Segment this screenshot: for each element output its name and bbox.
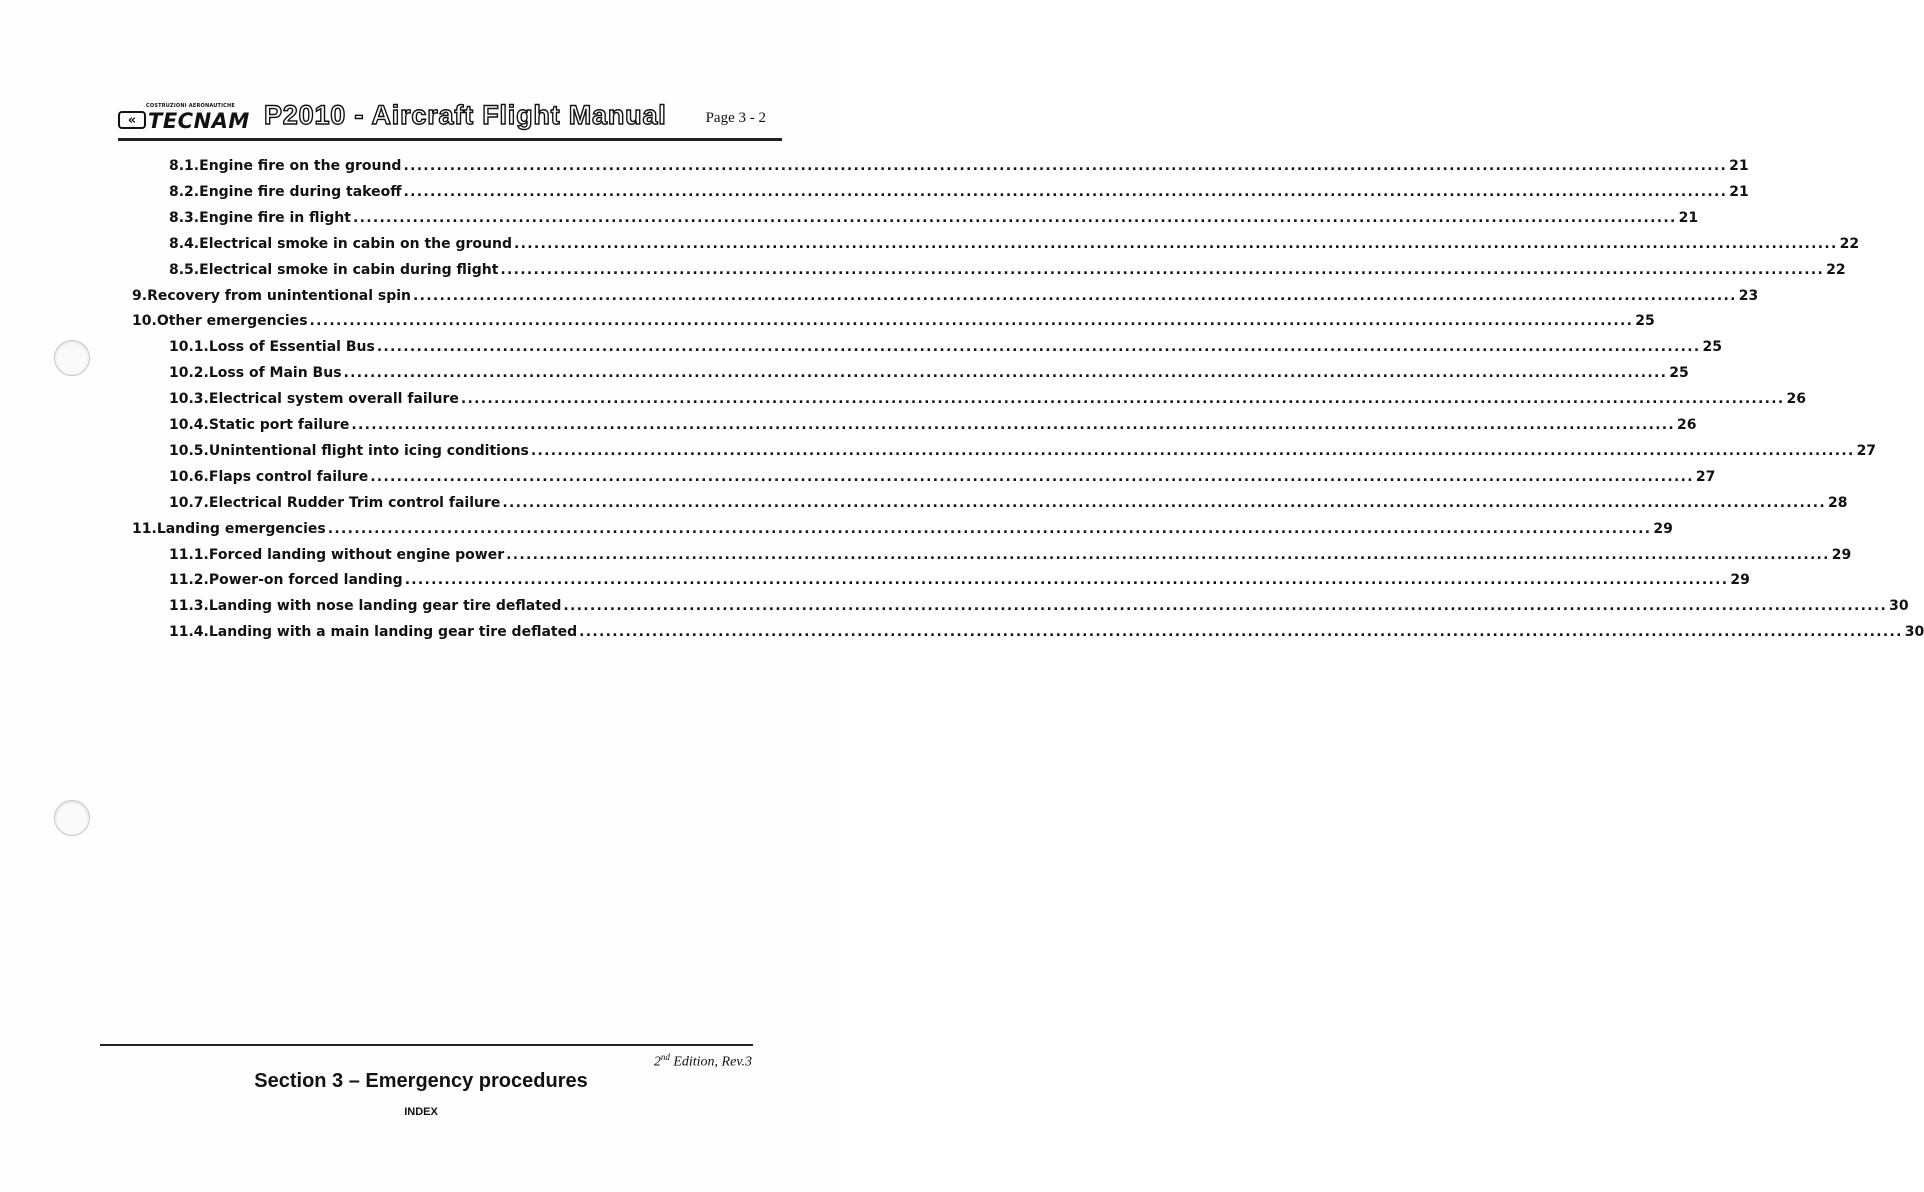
toc-entry-page: 21 [1729,183,1749,200]
toc-entry[interactable] [169,468,1716,489]
toc-entry-number: 8.3. [169,209,200,226]
index-label: INDEX [404,1106,438,1118]
toc-entry-page: 27 [1695,468,1716,485]
toc-entry-number: 8.4. [169,235,200,252]
toc-entry-page: 26 [1786,391,1807,408]
logo-subtitle: COSTRUZIONI AERONAUTICHE [146,103,236,109]
toc-leader-dots: ........................................................................................................................................................................................................ [370,468,1694,485]
toc-entry-title: Forced landing without engine power [208,546,505,563]
toc-entry-title: Electrical smoke in cabin on the ground [199,235,512,252]
toc-entry-title: Power-on forced landing [208,572,403,589]
toc-entry[interactable] [169,158,1749,178]
toc-entry[interactable] [169,183,1749,204]
toc-leader-dots: ........................................................................................................................................................................................................ [563,598,1888,615]
toc-entry-number: 8.2. [169,183,200,200]
logo-text: TECNAM [148,109,250,133]
toc-entry[interactable] [132,313,1655,333]
toc-leader-dots: ........................................................................................................................................................................................................ [404,572,1729,589]
toc-entry-number: 10.5. [169,442,209,459]
toc-leader-dots: ........................................................................................................................................................................................................ [500,261,1825,278]
toc-entry-page: 22 [1839,235,1860,252]
toc-entry[interactable] [169,572,1750,592]
toc-entry[interactable] [169,624,1924,644]
toc-entry-page: 28 [1828,494,1848,511]
toc-entry-page: 25 [1635,313,1655,330]
toc-entry-page: 23 [1738,287,1759,304]
toc-entry-number: 10.2. [169,365,209,382]
toc-entry-title: Loss of Essential Bus [208,339,375,356]
toc-entry-number: 8.1. [169,158,200,174]
toc-entry-page: 22 [1826,261,1846,278]
toc-entry[interactable] [169,598,1909,618]
toc-entry-number: 8.5. [169,261,200,278]
toc-entry-page: 25 [1702,339,1722,356]
toc-leader-dots: ........................................................................................................................................................................................................ [502,494,1827,511]
toc-entry-page: 27 [1856,442,1877,459]
toc-leader-dots: ........................................................................................................................................................................................................ [579,624,1903,641]
toc-entry[interactable] [169,209,1699,230]
toc-leader-dots: ........................................................................................................................................................................................................ [506,546,1830,563]
toc-entry[interactable] [132,287,1759,308]
toc-entry-title: Landing with a main landing gear tire deflated [208,624,578,641]
punch-hole-top [54,340,90,376]
toc-entry-title: Electrical smoke in cabin during flight [199,261,499,278]
toc-leader-dots: ........................................................................................................................................................................................................ [403,183,1728,200]
toc-entry-title: Static port failure [208,417,350,433]
toc-entry-page: 29 [1730,572,1750,589]
toc-entry-number: 11. [132,520,157,537]
toc-leader-dots: ........................................................................................................................................................................................................ [327,520,1652,537]
toc-leader-dots: ........................................................................................................................................................................................................ [413,287,1737,304]
document-title: P2010 - Aircraft Flight Manual [264,100,667,130]
toc-entry-title: Engine fire during takeoff [199,183,402,200]
toc-entry[interactable] [169,235,1860,256]
toc-leader-dots: ........................................................................................................................................................................................................ [460,391,1785,408]
toc-entry-number: 10.7. [169,494,209,511]
footer-divider [100,1044,753,1046]
toc-entry-number: 11.4. [169,624,209,641]
toc-entry[interactable] [169,391,1807,411]
toc-entry-page: 29 [1653,520,1673,537]
toc-entry-title: Loss of Main Bus [208,365,342,382]
toc-entry-number: 10. [132,313,157,330]
section-title: Section 3 – Emergency procedures [254,1070,588,1092]
toc-entry-title: Landing with nose landing gear tire deflated [208,598,562,615]
toc-leader-dots: ........................................................................................................................................................................................................ [403,158,1728,174]
toc-entry-title: Other emergencies [156,313,308,330]
edition-rest: Edition, Rev.3 [669,1054,752,1070]
toc-entry-number: 11.3. [169,598,209,615]
toc-leader-dots: ........................................................................................................................................................................................................ [309,313,1634,330]
toc-entry[interactable] [169,546,1852,567]
toc-entry-title: Recovery from unintentional spin [147,287,412,304]
toc-entry-number: 11.1. [169,546,209,563]
toc-entry-title: Electrical Rudder Trim control failure [208,494,501,511]
logo-mark-icon: « [118,111,146,129]
toc-entry-title: Engine fire in flight [199,209,351,226]
toc-entry-number: 10.3. [169,391,209,408]
edition-suffix: nd [660,1052,670,1062]
edition-number: 2 [653,1054,661,1070]
toc-entry[interactable] [169,365,1689,385]
toc-leader-dots: ........................................................................................................................................................................................................ [376,339,1701,356]
toc-entry[interactable] [169,261,1846,282]
toc-entry-page: 21 [1729,158,1749,174]
page-number: Page 3 - 2 [705,110,766,126]
toc-entry-title: Flaps control failure [208,468,369,485]
punch-hole-bottom [54,800,90,836]
toc-entry-number: 10.6. [169,468,209,485]
toc-entry-number: 10.1. [169,339,209,356]
toc-entry-title: Landing emergencies [156,520,326,537]
edition-label [654,1052,752,1071]
toc-leader-dots: ........................................................................................................................................................................................................ [530,442,1855,459]
toc-entry-page: 21 [1678,209,1699,226]
toc-entry-page: 30 [1904,624,1924,641]
tecnam-logo [118,103,248,131]
toc-leader-dots: ........................................................................................................................................................................................................ [352,209,1677,226]
page-header [118,100,782,144]
header-divider [118,138,782,141]
toc-entry-page: 26 [1677,417,1697,433]
toc-entry-title: Engine fire on the ground [199,158,402,174]
toc-entry[interactable] [169,494,1848,515]
toc-entry-page: 30 [1889,598,1909,615]
toc-entry[interactable] [169,442,1877,463]
toc-entry-title: Unintentional flight into icing conditions [208,442,529,459]
toc-entry[interactable] [169,417,1697,437]
toc-leader-dots: ........................................................................................................................................................................................................ [513,235,1838,252]
toc-entry-title: Electrical system overall failure [208,391,459,408]
toc-leader-dots: ........................................................................................................................................................................................................ [343,365,1668,382]
toc-entry-number: 9. [132,287,148,304]
toc-entry[interactable] [169,339,1722,359]
toc-entry-page: 29 [1831,546,1852,563]
toc-entry-page: 25 [1669,365,1689,382]
toc-entry[interactable] [132,520,1673,541]
toc-leader-dots: ........................................................................................................................................................................................................ [351,417,1676,433]
toc-entry-number: 11.2. [169,572,209,589]
toc-entry-number: 10.4. [169,417,209,433]
